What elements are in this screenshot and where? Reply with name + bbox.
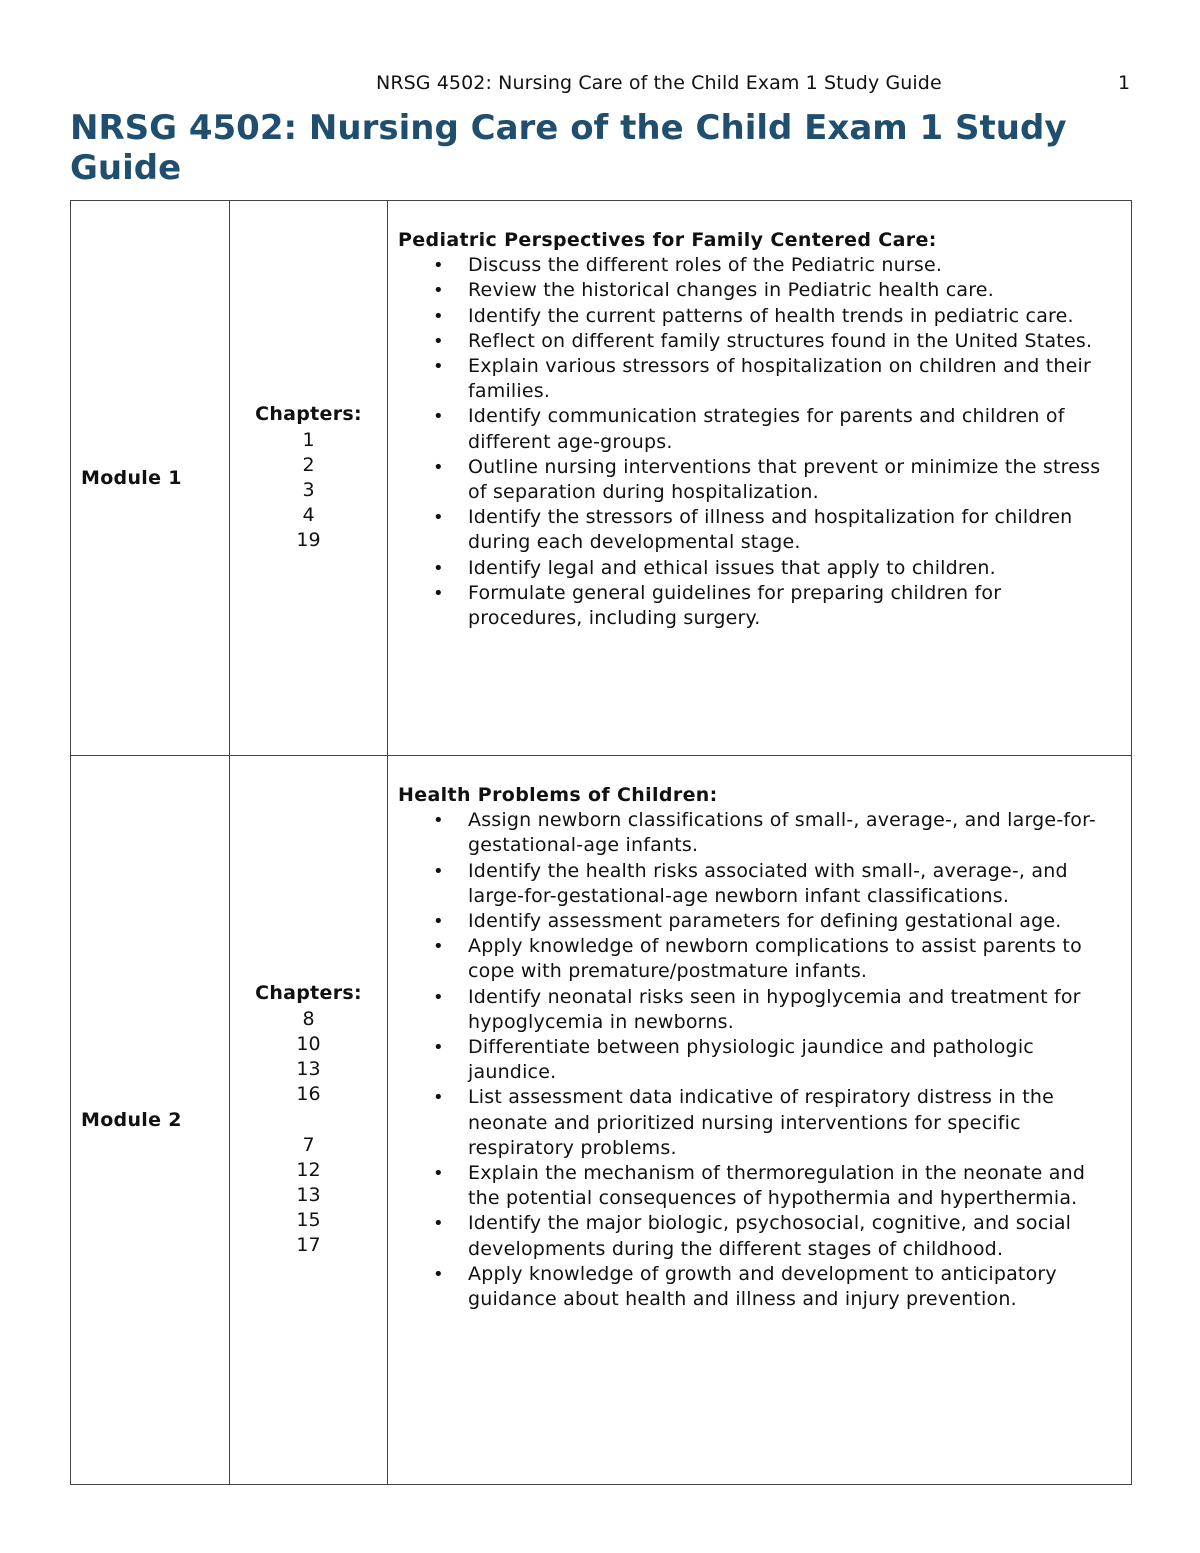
objective-item: • Identify legal and ethical issues that apply to children. [398, 556, 1121, 581]
chapter-number: 3 [302, 479, 315, 501]
chapter-number: 2 [302, 453, 315, 476]
objectives-list [398, 808, 1121, 1312]
chapters-cell [230, 201, 388, 756]
objective-item: • Explain various stressors of hospitalization on children and their families. [398, 354, 1121, 404]
objective-item: • Identify the stressors of illness and hospitalization for children during each developmental stage. [398, 505, 1121, 555]
objective-item: • Explain the mechanism of thermoregulation in the neonate and the potential consequences of hypothermia and hyperthermia. [398, 1161, 1121, 1211]
module-row [71, 201, 1132, 756]
chapter-number: 12 [296, 1158, 321, 1181]
chapter-number: 15 [296, 1209, 321, 1232]
modules-table [70, 200, 1132, 1485]
chapter-number: 13 [296, 1184, 321, 1206]
objective-item: • Identify neonatal risks seen in hypoglycemia and treatment for hypoglycemia in newborns. [398, 985, 1121, 1035]
objective-item: • Discuss the different roles of the Pediatric nurse. [398, 253, 1121, 278]
objectives-list [398, 253, 1121, 631]
chapter-number: 1 [302, 428, 315, 451]
objective-item: • Identify the major biologic, psychosocial, cognitive, and social developments during the different stages of childhood. [398, 1211, 1121, 1261]
objective-item: • Identify communication strategies for parents and children of different age-groups. [398, 404, 1121, 454]
chapter-number: 17 [296, 1234, 321, 1257]
chapter-number: 13 [296, 1058, 321, 1080]
chapter-number: 4 [302, 504, 315, 527]
objective-item: • Assign newborn classifications of small-, average-, and large-for-gestational-age infants. [398, 808, 1121, 858]
objectives-cell [388, 201, 1132, 756]
objective-item: • Identify the health risks associated with small-, average-, and large-for-gestational-age newborn infant classifications. [398, 859, 1121, 909]
module-row [71, 756, 1132, 1485]
page-number: 1 [1118, 72, 1131, 94]
document-title: NRSG 4502: Nursing Care of the Child Exam 1 Study Guide [70, 108, 1067, 188]
objective-item: • Formulate general guidelines for preparing children for procedures, including surgery. [398, 581, 1121, 631]
section-heading: Pediatric Perspectives for Family Centered Care: [398, 229, 937, 251]
objective-item: • Review the historical changes in Pediatric health care. [398, 278, 1121, 303]
chapter-number: 10 [296, 1032, 321, 1055]
objective-item: • Differentiate between physiologic jaundice and pathologic jaundice. [398, 1035, 1121, 1085]
objectives-cell [388, 756, 1132, 1485]
chapter-number: 7 [302, 1133, 315, 1156]
chapter-number: 16 [296, 1083, 321, 1106]
chapter-number [230, 1107, 387, 1132]
objective-item: • List assessment data indicative of respiratory distress in the neonate and prioritized nursing interventions for specific respiratory problems. [398, 1085, 1121, 1161]
objective-item: • Outline nursing interventions that prevent or minimize the stress of separation during hospitalization. [398, 455, 1121, 505]
chapters-heading: Chapters: [255, 403, 362, 426]
chapter-number: 19 [296, 529, 321, 552]
objective-item: • Identify assessment parameters for defining gestational age. [398, 909, 1121, 934]
module-label: Module 1 [71, 201, 230, 756]
chapters-cell [230, 756, 388, 1485]
objective-item: • Identify the current patterns of health trends in pediatric care. [398, 304, 1121, 329]
objective-item: • Reflect on different family structures found in the United States. [398, 329, 1121, 354]
section-heading: Health Problems of Children: [398, 784, 718, 806]
chapters-heading: Chapters: [255, 982, 362, 1005]
chapter-number: 8 [302, 1007, 315, 1030]
objective-item: • Apply knowledge of growth and development to anticipatory guidance about health and illness and injury prevention. [398, 1262, 1121, 1312]
running-header-title: NRSG 4502: Nursing Care of the Child Exam 1 Study Guide [376, 72, 942, 94]
objective-item: • Apply knowledge of newborn complications to assist parents to cope with premature/postmature infants. [398, 934, 1121, 984]
module-label: Module 2 [71, 756, 230, 1485]
